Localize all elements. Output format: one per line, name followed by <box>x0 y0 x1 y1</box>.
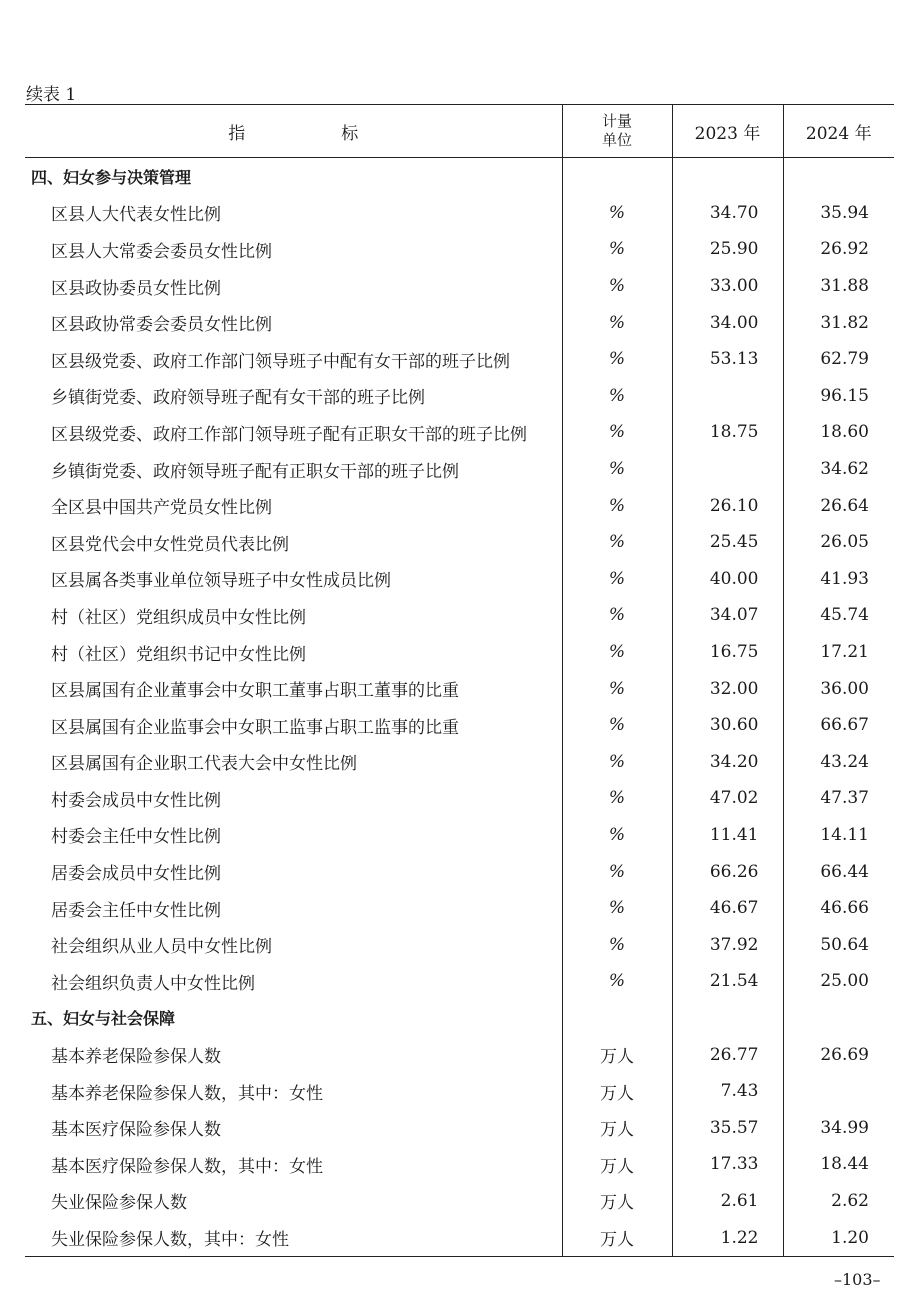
header-unit-line2: 单位 <box>601 131 632 149</box>
indicator-name: 基本养老保险参保人数，其中：女性 <box>51 1083 323 1104</box>
value-2024: 45.74 <box>783 597 894 634</box>
indicator-name: 基本医疗保险参保人数 <box>51 1120 221 1141</box>
value-2024: 26.05 <box>783 524 894 561</box>
unit-cell: % <box>562 744 672 781</box>
data-table <box>25 104 894 1257</box>
indicator-name: 居委会成员中女性比例 <box>51 864 221 885</box>
indicator-name: 全区县中国共产党员女性比例 <box>51 498 272 519</box>
unit-cell: 万人 <box>562 1036 672 1073</box>
indicator-name: 村委会主任中女性比例 <box>51 827 221 848</box>
indicator-name: 区县属国有企业职工代表大会中女性比例 <box>51 754 357 775</box>
unit-cell: % <box>562 780 672 817</box>
value-2023: 46.67 <box>672 890 783 927</box>
value-2023: 34.07 <box>672 597 783 634</box>
value-2023: 47.02 <box>672 780 783 817</box>
page-number: –103– <box>834 1270 881 1289</box>
unit-cell: % <box>562 378 672 415</box>
table-row <box>25 414 894 451</box>
unit-cell: % <box>562 304 672 341</box>
table-row <box>25 853 894 890</box>
table-row <box>25 890 894 927</box>
indicator-name: 区县人大常委会委员女性比例 <box>51 241 272 262</box>
unit-cell: 万人 <box>562 1073 672 1110</box>
header-year-2023: 2023 年 <box>672 105 783 158</box>
table-row <box>25 304 894 341</box>
indicator-name: 社会组织从业人员中女性比例 <box>51 937 272 958</box>
value-2024: 47.37 <box>783 780 894 817</box>
value-2023: 35.57 <box>672 1109 783 1146</box>
indicator-name: 区县人大代表女性比例 <box>51 205 221 226</box>
table-row <box>25 487 894 524</box>
unit-cell: % <box>562 926 672 963</box>
table-caption: 续表 1 <box>26 85 77 105</box>
table-row <box>25 524 894 561</box>
value-2023 <box>672 378 783 415</box>
header-indicator-char-1: 指 <box>228 123 246 144</box>
value-2024: 66.44 <box>783 853 894 890</box>
value-2024: 17.21 <box>783 634 894 671</box>
value-2024: 2.62 <box>783 1183 894 1220</box>
indicator-name: 居委会主任中女性比例 <box>51 900 221 921</box>
indicator-name: 区县属国有企业董事会中女职工董事占职工董事的比重 <box>51 681 459 702</box>
value-2023: 40.00 <box>672 561 783 598</box>
unit-cell: % <box>562 561 672 598</box>
value-2023: 66.26 <box>672 853 783 890</box>
indicator-name: 基本医疗保险参保人数，其中：女性 <box>51 1156 323 1177</box>
indicator-name: 乡镇街党委、政府领导班子配有女干部的班子比例 <box>51 388 425 409</box>
value-2024: 66.67 <box>783 707 894 744</box>
table-row <box>25 451 894 488</box>
header-indicator-char-2: 标 <box>341 123 359 144</box>
value-2024: 31.82 <box>783 304 894 341</box>
unit-cell: % <box>562 670 672 707</box>
unit-cell: 万人 <box>562 1183 672 1220</box>
indicator-name: 区县党代会中女性党员代表比例 <box>51 534 289 555</box>
indicator-name: 区县级党委、政府工作部门领导班子配有正职女干部的班子比例 <box>51 424 527 445</box>
unit-cell: 万人 <box>562 1146 672 1183</box>
value-2023: 18.75 <box>672 414 783 451</box>
table-row <box>25 195 894 232</box>
value-2024 <box>783 158 894 195</box>
value-2024: 18.60 <box>783 414 894 451</box>
unit-cell: % <box>562 341 672 378</box>
indicator-name: 社会组织负责人中女性比例 <box>51 973 255 994</box>
value-2024: 26.69 <box>783 1036 894 1073</box>
unit-cell: 万人 <box>562 1109 672 1146</box>
table-row <box>25 231 894 268</box>
unit-cell <box>562 158 672 195</box>
section-row <box>25 1000 894 1037</box>
table-row <box>25 268 894 305</box>
value-2023 <box>672 1000 783 1037</box>
value-2023: 34.70 <box>672 195 783 232</box>
header-year-2024: 2024 年 <box>783 105 894 158</box>
table-row <box>25 1146 894 1183</box>
indicator-name: 区县级党委、政府工作部门领导班子中配有女干部的班子比例 <box>51 351 510 372</box>
unit-cell: % <box>562 414 672 451</box>
table-row <box>25 597 894 634</box>
value-2023 <box>672 158 783 195</box>
unit-cell: 万人 <box>562 1219 672 1256</box>
value-2024: 43.24 <box>783 744 894 781</box>
value-2023: 32.00 <box>672 670 783 707</box>
value-2024: 34.99 <box>783 1109 894 1146</box>
table-header <box>25 105 894 158</box>
data-table-container <box>25 104 894 1257</box>
value-2023: 33.00 <box>672 268 783 305</box>
unit-cell: % <box>562 231 672 268</box>
indicator-name: 村（社区）党组织书记中女性比例 <box>51 644 306 665</box>
indicator-name: 乡镇街党委、政府领导班子配有正职女干部的班子比例 <box>51 461 459 482</box>
value-2023: 26.77 <box>672 1036 783 1073</box>
indicator-name: 失业保险参保人数 <box>51 1193 187 1214</box>
unit-cell: % <box>562 890 672 927</box>
value-2024: 14.11 <box>783 817 894 854</box>
table-row <box>25 780 894 817</box>
value-2024: 31.88 <box>783 268 894 305</box>
value-2024: 26.64 <box>783 487 894 524</box>
value-2023: 53.13 <box>672 341 783 378</box>
value-2024: 62.79 <box>783 341 894 378</box>
indicator-name: 村（社区）党组织成员中女性比例 <box>51 607 306 628</box>
indicator-name: 区县政协常委会委员女性比例 <box>51 315 272 336</box>
indicator-name: 基本养老保险参保人数 <box>51 1047 221 1068</box>
value-2023: 17.33 <box>672 1146 783 1183</box>
value-2024: 34.62 <box>783 451 894 488</box>
value-2023: 30.60 <box>672 707 783 744</box>
unit-cell: % <box>562 963 672 1000</box>
value-2024: 50.64 <box>783 926 894 963</box>
value-2023: 25.90 <box>672 231 783 268</box>
table-row <box>25 1036 894 1073</box>
unit-cell: % <box>562 195 672 232</box>
indicator-name: 区县属各类事业单位领导班子中女性成员比例 <box>51 571 391 592</box>
table-row <box>25 341 894 378</box>
section-row <box>25 158 894 195</box>
table-row <box>25 707 894 744</box>
value-2023: 7.43 <box>672 1073 783 1110</box>
table-row <box>25 1219 894 1256</box>
table-row <box>25 634 894 671</box>
indicator-name: 区县属国有企业监事会中女职工监事占职工监事的比重 <box>51 717 459 738</box>
table-row <box>25 817 894 854</box>
value-2023: 11.41 <box>672 817 783 854</box>
table-row <box>25 963 894 1000</box>
unit-cell: % <box>562 597 672 634</box>
value-2024: 35.94 <box>783 195 894 232</box>
indicator-name: 失业保险参保人数，其中：女性 <box>51 1230 289 1251</box>
value-2023: 34.20 <box>672 744 783 781</box>
value-2024: 41.93 <box>783 561 894 598</box>
table-body <box>25 158 894 1257</box>
unit-cell <box>562 1000 672 1037</box>
section-title: 四、妇女参与决策管理 <box>31 167 192 187</box>
value-2024: 46.66 <box>783 890 894 927</box>
header-unit-line1: 计量 <box>601 112 632 130</box>
header-unit <box>562 105 672 158</box>
header-indicator <box>25 105 562 158</box>
value-2024: 1.20 <box>783 1219 894 1256</box>
unit-cell: % <box>562 853 672 890</box>
value-2023 <box>672 451 783 488</box>
value-2023: 16.75 <box>672 634 783 671</box>
unit-cell: % <box>562 634 672 671</box>
table-row <box>25 926 894 963</box>
indicator-name: 区县政协委员女性比例 <box>51 278 221 299</box>
table-row <box>25 1109 894 1146</box>
table-row <box>25 561 894 598</box>
table-row <box>25 744 894 781</box>
value-2023: 1.22 <box>672 1219 783 1256</box>
table-row <box>25 378 894 415</box>
value-2023: 2.61 <box>672 1183 783 1220</box>
value-2024 <box>783 1073 894 1110</box>
indicator-name: 村委会成员中女性比例 <box>51 790 221 811</box>
table-row <box>25 670 894 707</box>
value-2023: 34.00 <box>672 304 783 341</box>
table-row <box>25 1073 894 1110</box>
value-2023: 21.54 <box>672 963 783 1000</box>
section-title: 五、妇女与社会保障 <box>31 1009 176 1029</box>
value-2024: 36.00 <box>783 670 894 707</box>
unit-cell: % <box>562 707 672 744</box>
value-2023: 25.45 <box>672 524 783 561</box>
unit-cell: % <box>562 487 672 524</box>
value-2024: 26.92 <box>783 231 894 268</box>
value-2023: 37.92 <box>672 926 783 963</box>
value-2024: 96.15 <box>783 378 894 415</box>
value-2024: 25.00 <box>783 963 894 1000</box>
unit-cell: % <box>562 268 672 305</box>
unit-cell: % <box>562 451 672 488</box>
value-2023: 26.10 <box>672 487 783 524</box>
table-row <box>25 1183 894 1220</box>
value-2024 <box>783 1000 894 1037</box>
value-2024: 18.44 <box>783 1146 894 1183</box>
unit-cell: % <box>562 817 672 854</box>
unit-cell: % <box>562 524 672 561</box>
